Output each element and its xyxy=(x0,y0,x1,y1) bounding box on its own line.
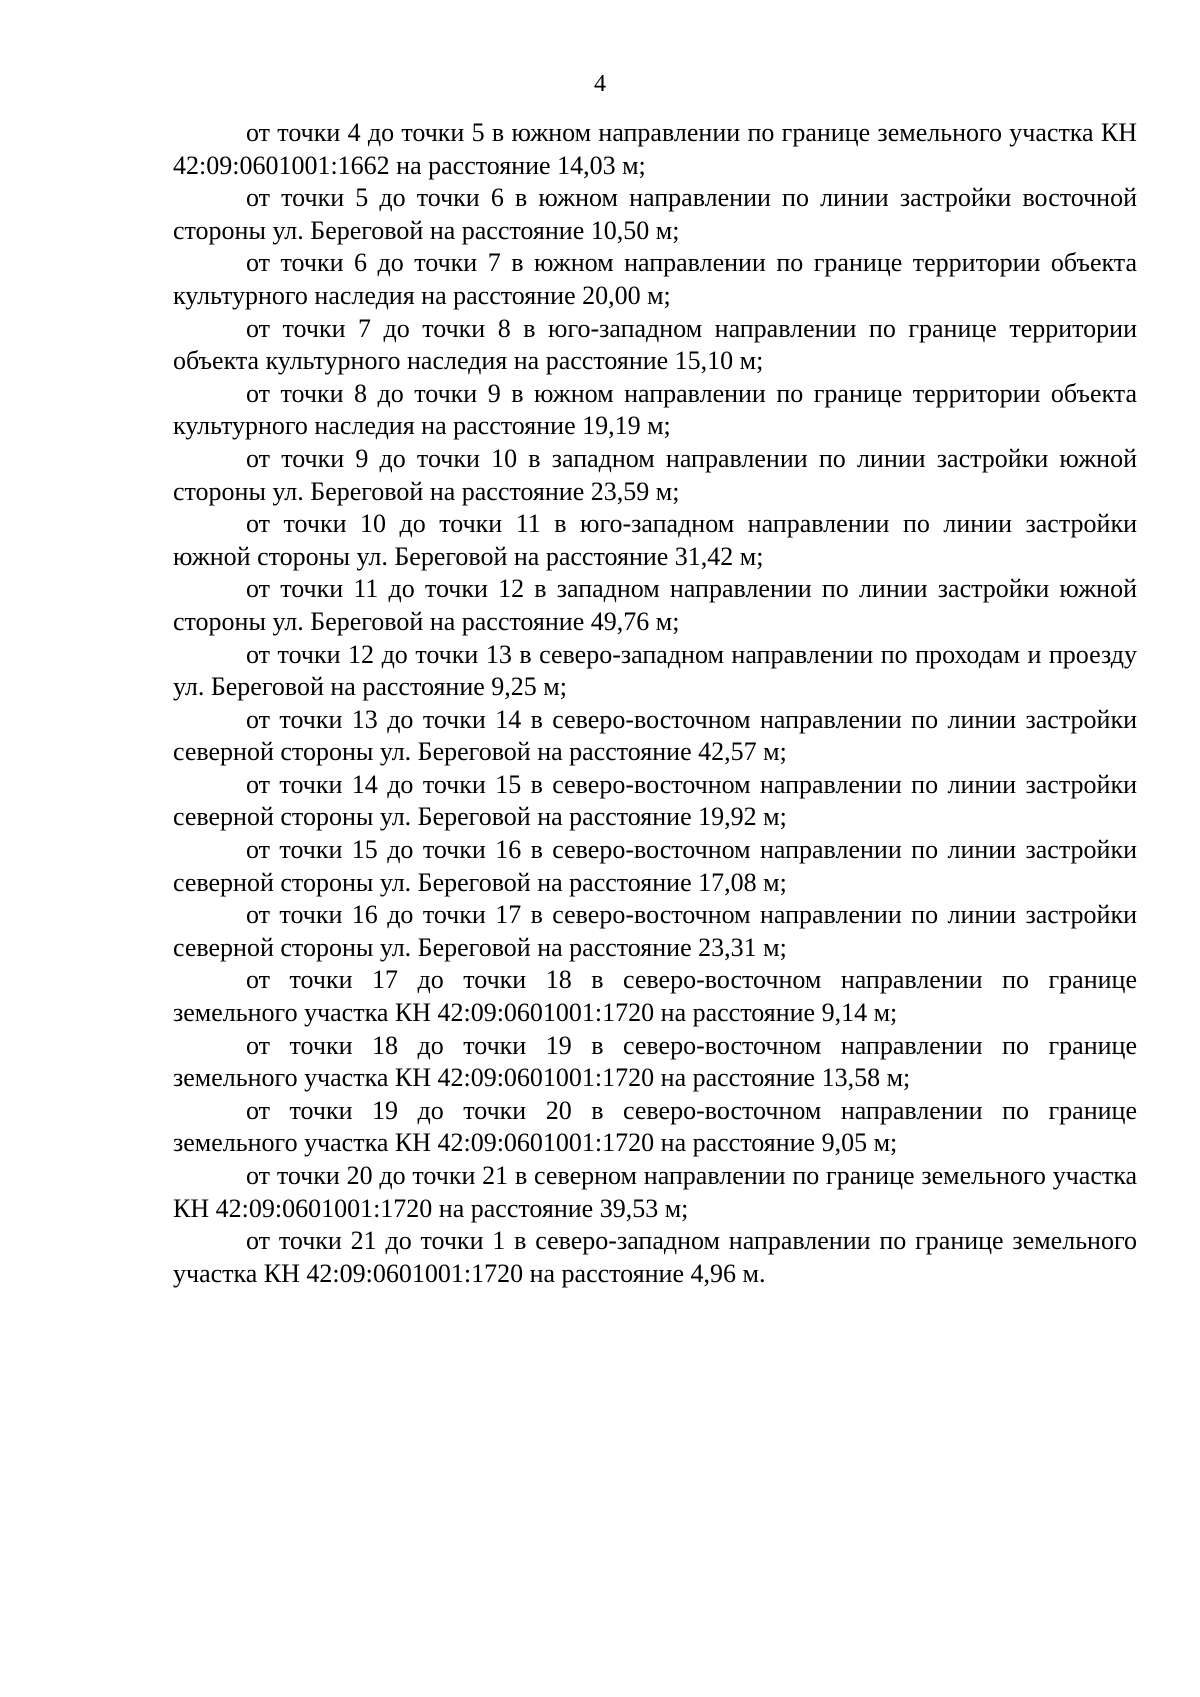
paragraph-segment-5-6: от точки 5 до точки 6 в южном направлении по линии застройки восточной стороны ул. Береговой на расстояние 10,50 м; xyxy=(173,183,1137,245)
paragraph-segment-17-18: от точки 17 до точки 18 в северо-восточном направлении по границе земельного участка КН 42:09:0601001:1720 на расстояние 9,14 м; xyxy=(173,965,1137,1028)
paragraph-segment-7-8: от точки 7 до точки 8 в юго-западном направлении по границе территории объекта культурного наследия на расстояние 15,10 м; xyxy=(173,313,1137,376)
paragraph-segment-21-1: от точки 21 до точки 1 в северо-западном направлении по границе земельного участка КН 42:09:0601001:1720 на расстояние 4,96 м. xyxy=(173,1226,1137,1288)
paragraph-segment-13-14: от точки 13 до точки 14 в северо-восточном направлении по линии застройки северной стороны ул. Береговой на расстояние 42,57 м; xyxy=(173,704,1137,767)
paragraph-segment-14-15: от точки 14 до точки 15 в северо-восточном направлении по линии застройки северной стороны ул. Береговой на расстояние 19,92 м; xyxy=(173,769,1137,832)
paragraph-segment-19-20: от точки 19 до точки 20 в северо-восточном направлении по границе земельного участка КН 42:09:0601001:1720 на расстояние 9,05 м; xyxy=(173,1095,1137,1158)
paragraph-segment-4-5: от точки 4 до точки 5 в южном направлении по границе земельного участка КН 42:09:0601001:1662 на расстояние 14,03 м; xyxy=(173,118,1137,180)
paragraph-segment-20-21: от точки 20 до точки 21 в северном направлении по границе земельного участка КН 42:09:0601001:1720 на расстояние 39,53 м; xyxy=(173,1161,1137,1223)
paragraph-segment-9-10: от точки 9 до точки 10 в западном направлении по линии застройки южной стороны ул. Береговой на расстояние 23,59 м; xyxy=(173,443,1137,506)
paragraph-segment-11-12: от точки 11 до точки 12 в западном направлении по линии застройки южной стороны ул. Береговой на расстояние 49,76 м; xyxy=(173,574,1137,636)
paragraph-segment-15-16: от точки 15 до точки 16 в северо-восточном направлении по линии застройки северной стороны ул. Береговой на расстояние 17,08 м; xyxy=(173,835,1137,897)
paragraph-segment-10-11: от точки 10 до точки 11 в юго-западном направлении по линии застройки южной стороны ул. Береговой на расстояние 31,42 м; xyxy=(173,509,1137,571)
page-number: 4 xyxy=(594,71,606,97)
paragraph-segment-16-17: от точки 16 до точки 17 в северо-восточном направлении по линии застройки северной стороны ул. Береговой на расстояние 23,31 м; xyxy=(173,900,1137,962)
paragraph-segment-18-19: от точки 18 до точки 19 в северо-восточном направлении по границе земельного участка КН 42:09:0601001:1720 на расстояние 13,58 м; xyxy=(173,1030,1137,1093)
paragraph-segment-8-9: от точки 8 до точки 9 в южном направлении по границе территории объекта культурного наследия на расстояние 19,19 м; xyxy=(173,378,1137,441)
document-body xyxy=(173,117,1137,1290)
paragraph-segment-6-7: от точки 6 до точки 7 в южном направлении по границе территории объекта культурного наследия на расстояние 20,00 м; xyxy=(173,248,1137,310)
paragraph-segment-12-13: от точки 12 до точки 13 в северо-западном направлении по проходам и проезду ул. Береговой на расстояние 9,25 м; xyxy=(173,639,1137,702)
